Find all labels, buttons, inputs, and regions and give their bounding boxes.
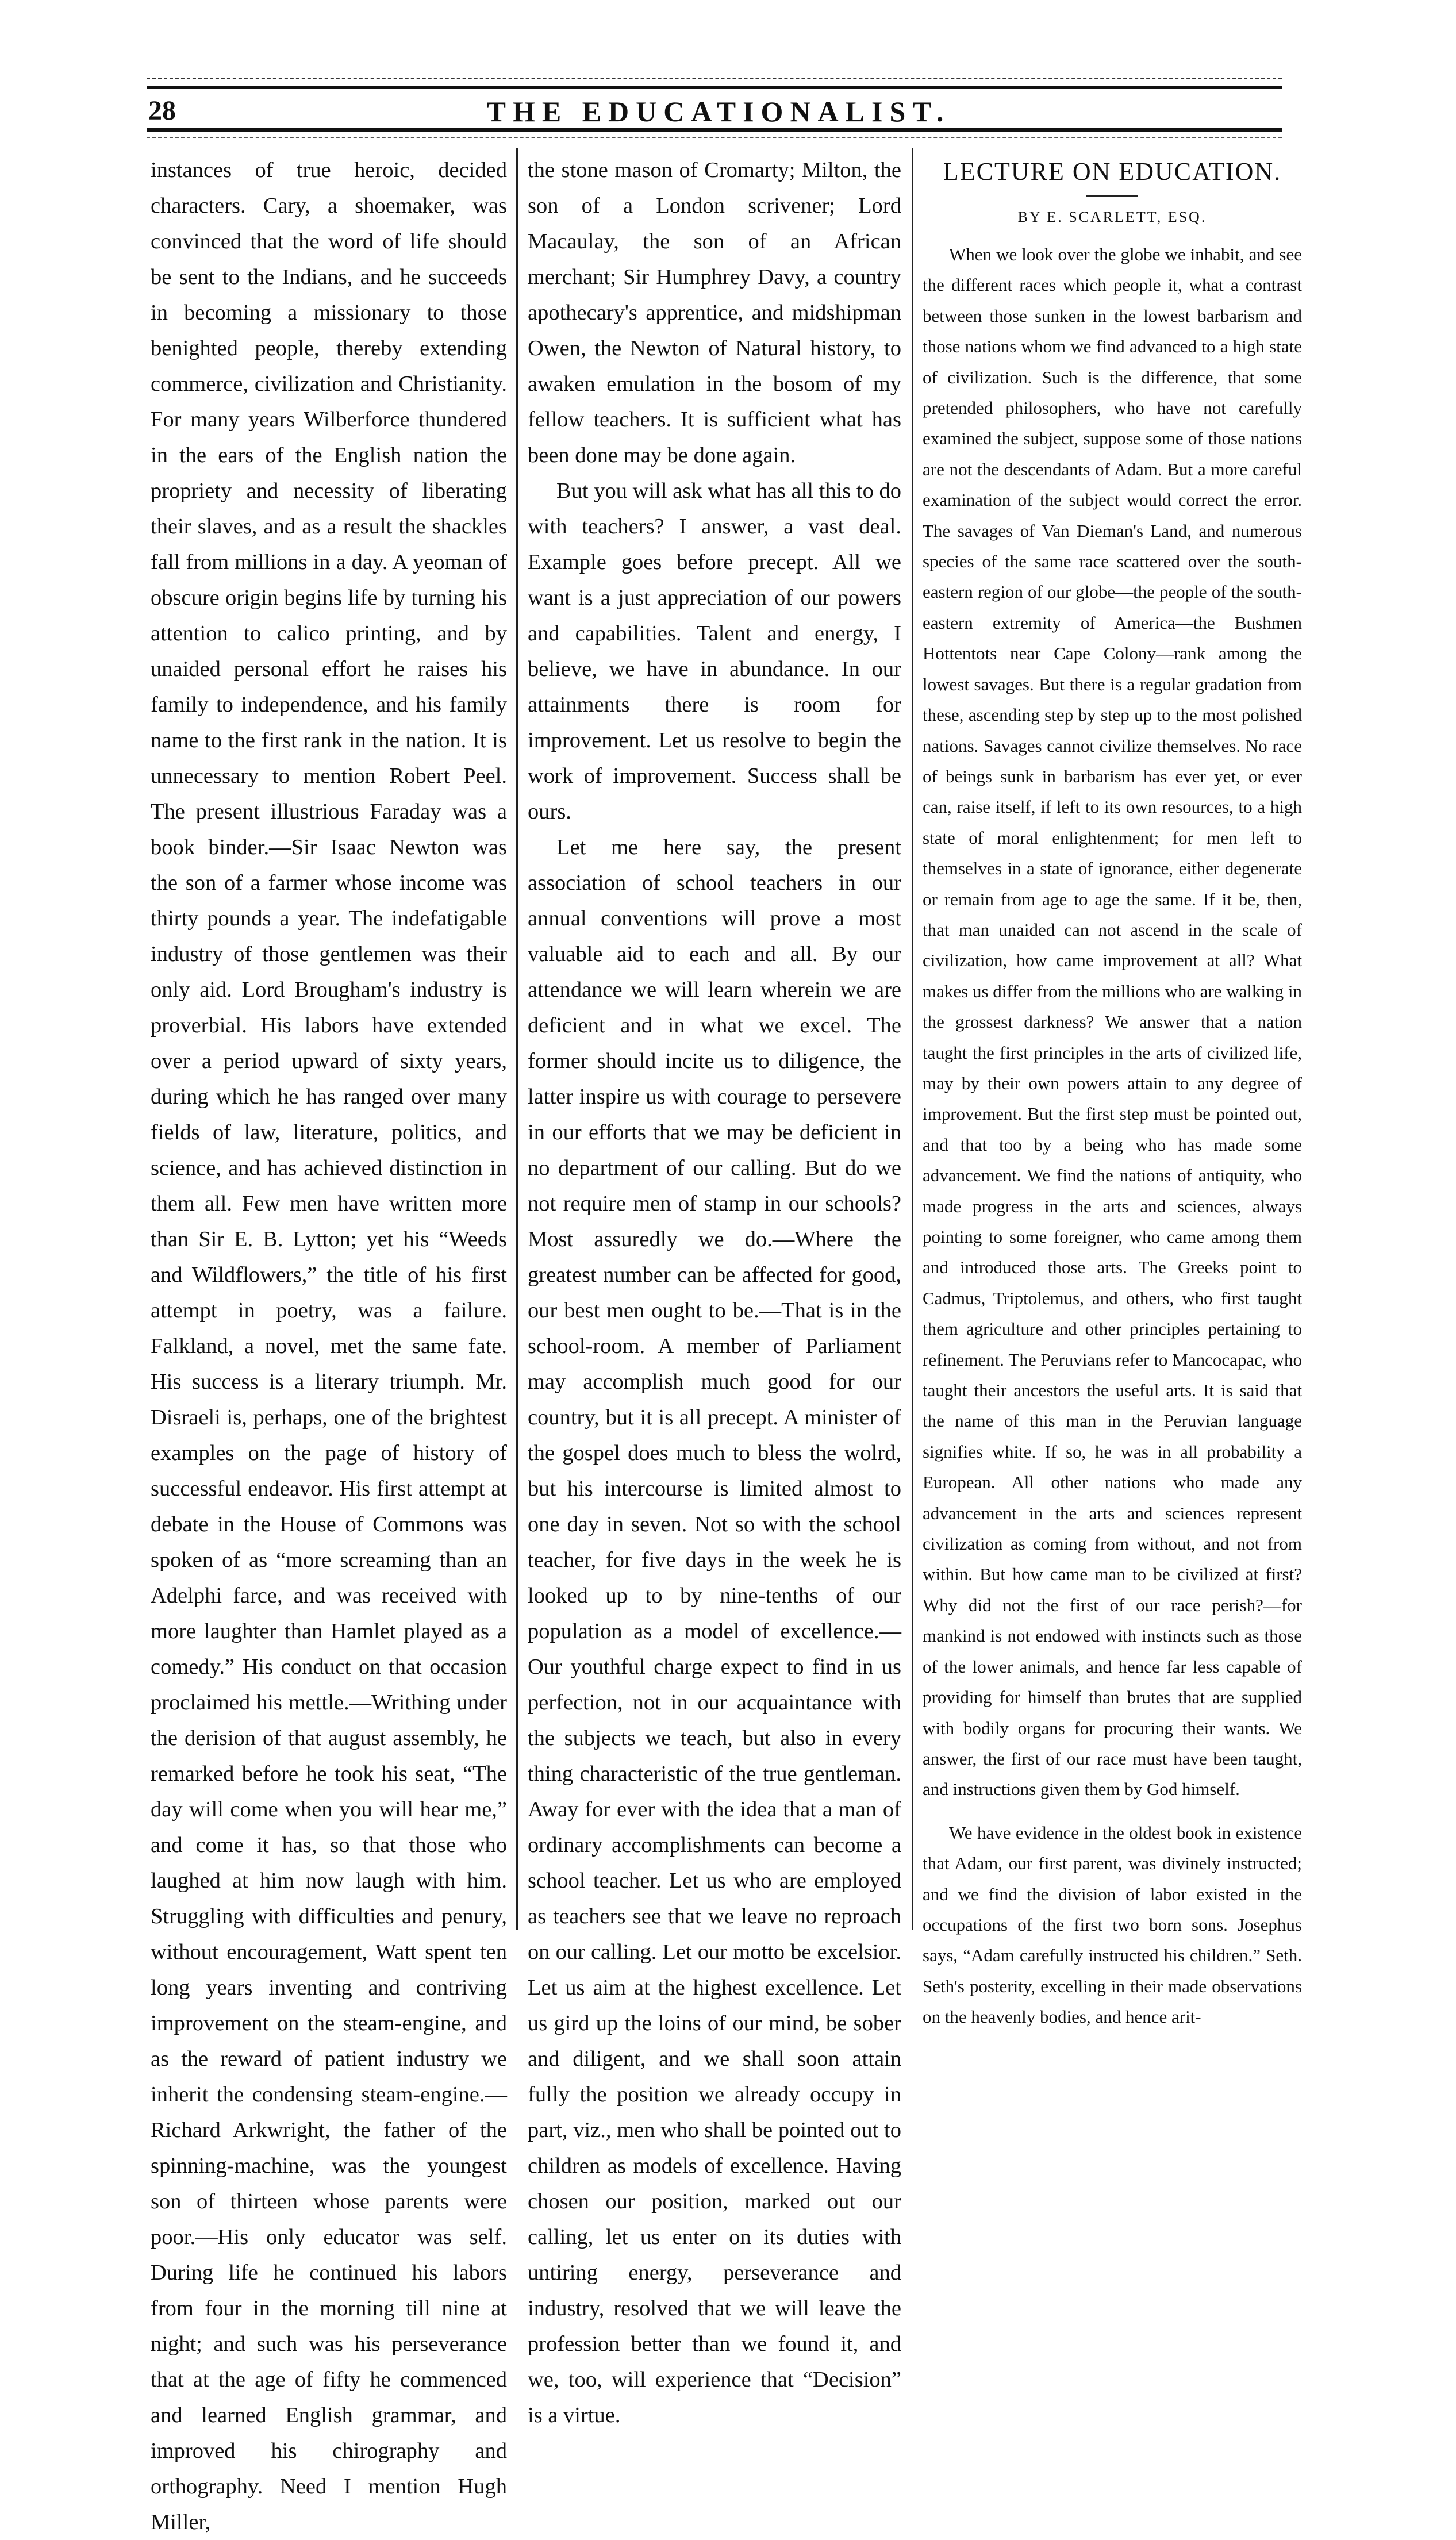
column-3-paragraph-2: We have evidence in the oldest book in existence that Adam, our first parent, was divinely instructed; and we find the division of labor existed in the occupations of the first two born sons. Josephus says, “Adam carefully instructed his children.” Seth. Seth's posterity, excelling in their made observations on the heavenly bodies, and hence arit- xyxy=(923,1822,1302,2027)
title-rule xyxy=(1086,195,1138,197)
column-3 xyxy=(923,152,1302,2027)
page-number: 28 xyxy=(148,95,176,126)
column-3-paragraph-1: When we look over the globe we inhabit, and see the different races which people it, what a contrast between those sunken in the lowest barbarism and those nations whom we find advanced to a high state of civilization. Such is the difference, that some pretended philosophers, who have not carefully examined the subject, suppose some of those nations are not the descendants of Adam. But a more careful examination of the subject would correct the error. The savages of Van Dieman's Land, and numerous species of the same race scattered over the south-eastern region of our globe—the people of the south-eastern extremity of America—the Bushmen Hottentots near Cape Colony—rank among the lowest savages. But there is a regular gradation from these, ascending step by step up to the most polished nations. Savages cannot civilize themselves. No race of beings sunk in barbarism has ever yet, or ever can, raise itself, if left to its own resources, to a high state of moral enlightenment; for men left to themselves in a state of ignorance, either degenerate or remain from age to age the same. If it be, then, that man unaided can not ascend in the scale of civilization, how came improvement at all? What makes us differ from the millions who are walking in the grossest darkness? We answer that a nation taught the first principles in the arts of civilized life, may by their own powers attain to any degree of improvement. But the first step must be pointed out, and that too by a being who has made some advancement. We find the nations of antiquity, who made progress in the arts and sciences, always pointing to some foreigner, who came among them and introduced those arts. The Greeks point to Cadmus, Triptolemus, and others, who first taught them agriculture and other principles pertaining to refinement. The Peruvians refer to Mancocapac, who taught their ancestors the useful arts. It is said that the name of this man in the Peruvian language signifies white. If so, he was in all probability a European. All other nations who made any advancement in the arts and sciences represent civilization as coming from without, and not from within. But how came man to be civilized at first? Why did not the first of our race perish?—for mankind is not endowed with instincts such as those of the lower animals, and hence far less capable of providing for himself than brutes that are supplied with bodily organs for procuring their wants. We answer, the first of our race must have been taught, and instructions given them by God himself. xyxy=(923,244,1302,1800)
column-1-paragraph: instances of true heroic, decided characters. Cary, a shoemaker, was convinced that the word of life should be sent to the Indians, and he succeeds in becoming a missionary to those benighted people, thereby extending commerce, civilization and Christianity. For many years Wilberforce thundered in the ears of the English nation the propriety and necessity of liberating their slaves, and as a result the shackles fall from millions in a day. A yeoman of obscure origin begins life by turning his attention to calico printing, and by unaided personal effort he raises his family to independence, and his family name to the first rank in the nation. It is unnecessary to mention Robert Peel. The present illustrious Faraday was a book binder.—Sir Isaac Newton was the son of a farmer whose income was thirty pounds a year. The indefatigable industry of those gentlemen was their only aid. Lord Brougham's industry is proverbial. His labors have extended over a period upward of sixty years, during which he has ranged over many fields of law, literature, politics, and science, and has achieved distinction in them all. Few men have written more than Sir E. B. Lytton; yet his “Weeds and Wildflowers,” the title of his first attempt in poetry, was a failure. Falkland, a novel, met the same fate. His success is a literary triumph. Mr. Disraeli is, perhaps, one of the brightest examples on the page of history of successful endeavor. His first attempt at debate in the House of Commons was spoken of as “more screaming than an Adelphi farce, and was received with more laughter than Hamlet played as a comedy.” His conduct on that occasion proclaimed his mettle.—Writhing under the derision of that august assembly, he remarked before he took his seat, “The day will come when you will hear me,” and come it has, so that those who laughed at him now laugh with him. Struggling with difficulties and penury, without encouragement, Watt spent ten long years inventing and contriving improvement on the steam-engine, and as the reward of patient industry we inherit the condensing steam-engine.—Richard Arkwright, the father of the spinning-machine, was the youngest son of thirteen whose parents were poor.—His only educator was self. During life he continued his labors from four in the morning till nine at night; and such was his perseverance that at the age of fifty he commenced and learned English grammar, and improved his chirography and orthography. Need I mention Hugh Miller, xyxy=(151,158,507,2534)
masthead-title: THE EDUCATIONALIST. xyxy=(486,95,951,128)
paragraph-gap xyxy=(923,1805,1302,1817)
header-rule-top-dashed xyxy=(147,78,1282,79)
column-2 xyxy=(528,152,901,2427)
header-rule-bottom-dashed xyxy=(147,137,1282,138)
column-2-paragraph-1: the stone mason of Cromarty; Milton, the son of a London scrivener; Lord Macaulay, the son of an African merchant; Sir Humphrey Davy, a country apothecary's apprentice, and midshipman Owen, the Newton of Natural history, to awaken emulation in the bosom of my fellow teachers. It is sufficient what has been done may be done again. xyxy=(528,158,901,467)
column-rule-2 xyxy=(912,148,913,1930)
header-rule-top xyxy=(147,86,1282,89)
column-1 xyxy=(151,152,507,2534)
header-rule-bottom xyxy=(147,128,1282,132)
lecture-title: LECTURE ON EDUCATION. xyxy=(943,157,1282,186)
column-2-paragraph-2: But you will ask what has all this to do with teachers? I answer, a vast deal. Example goes before precept. All we want is a just appreciation of our powers and capabilities. Talent and energy, I believe, we have in abundance. In our attainments there is room for improvement. Let us resolve to begin the work of improvement. Success shall be ours. xyxy=(528,479,901,824)
column-rule-1 xyxy=(516,148,518,1930)
column-2-paragraph-3: Let me here say, the present association of school teachers in our annual conventions will prove a most valuable aid to each and all. By our attendance we will learn wherein we are deficient and in what we excel. The former should incite us to diligence, the latter inspire us with courage to persevere in our efforts that we may be deficient in no department of our calling. But do we not require men of stamp in our schools? Most assuredly we do.—Where the greatest number can be affected for good, our best men ought to be.—That is in the school-room. A member of Parliament may accomplish much good for our country, but it is all precept. A minister of the gospel does much to bless the wolrd, but his intercourse is limited almost to one day in seven. Not so with the school teacher, for five days in the week he is looked up to by nine-tenths of our population as a model of excellence.—Our youthful charge expect to find in us perfection, not in our acquaintance with the subjects we teach, but also in every thing characteristic of the true gentleman. Away for ever with the idea that a man of ordinary accomplishments can become a school teacher. Let us who are employed as teachers see that we leave no reproach on our calling. Let our motto be excelsior. Let us aim at the highest excellence. Let us gird up the loins of our mind, be sober and diligent, and we shall soon attain fully the position we already occupy in part, viz., men who shall be pointed out to children as models of excellence. Having chosen our position, marked out our calling, let us enter on its duties with untiring energy, perseverance and industry, resolved that we will leave the profession better than we found it, and we, too, will experience that “Decision” is a virtue. xyxy=(528,835,901,2427)
lecture-byline: BY E. SCARLETT, ESQ. xyxy=(1017,209,1207,225)
